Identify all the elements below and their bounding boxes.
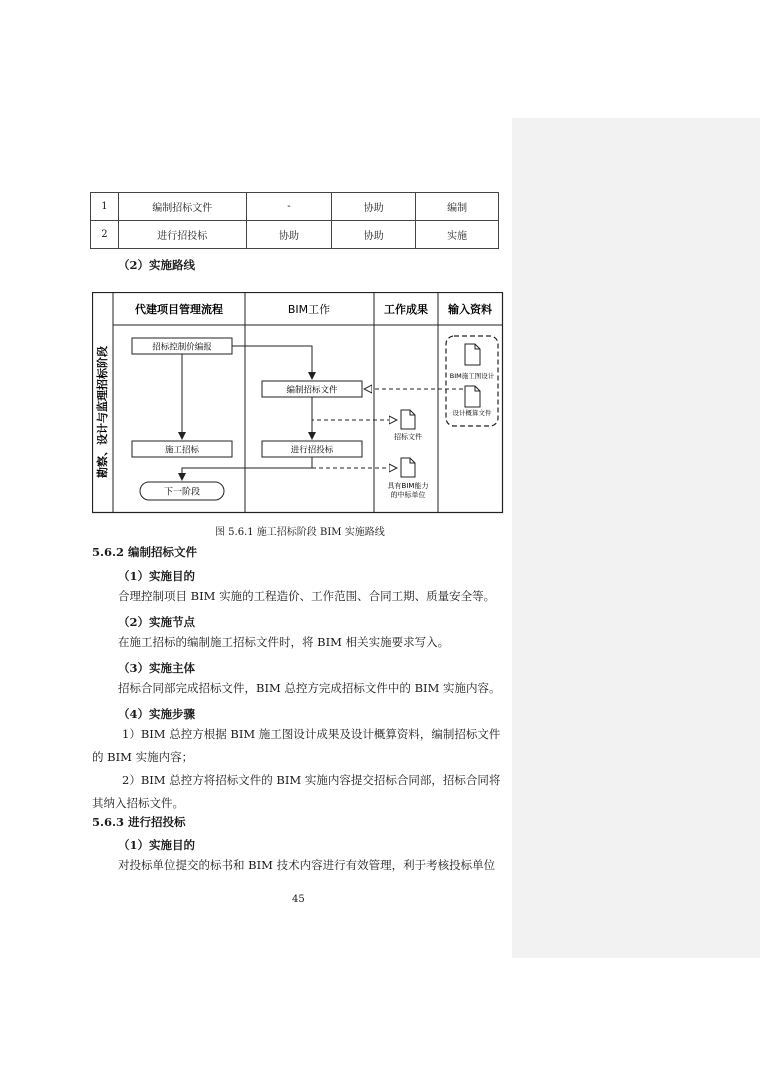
table-cell: 2 <box>91 221 119 249</box>
paragraph: 1）BIM 总控方根据 BIM 施工图设计成果及设计概算资料，编制招标文件 <box>122 727 501 741</box>
output-bid-file: 招标文件 <box>394 433 422 441</box>
paragraph: 在施工招标的编制施工招标文件时，将 BIM 相关实施要求写入。 <box>118 635 450 649</box>
route-heading: （2）实施路线 <box>118 258 196 272</box>
table-row <box>91 221 499 249</box>
section-title: 5.6.3 进行招投标 <box>92 815 186 829</box>
paragraph: 合理控制项目 BIM 实施的工程造价、工作范围、合同工期、质量安全等。 <box>118 589 496 603</box>
table-cell: 进行招投标 <box>118 221 246 249</box>
table-cell: 实施 <box>416 221 499 249</box>
lane-header: 工作成果 <box>384 303 428 316</box>
box-construction-bid-label: 施工招标 <box>164 445 200 456</box>
table-cell: 协助 <box>332 221 416 249</box>
paragraph: 招标合同部完成招标文件，BIM 总控方完成招标文件中的 BIM 实施内容。 <box>118 681 501 695</box>
paragraph: 2）BIM 总控方将招标文件的 BIM 实施内容提交招标合同部，招标合同将 <box>122 773 501 787</box>
responsibility-table <box>90 192 499 249</box>
output-winner-line1: 具有BIM能力 <box>387 482 429 490</box>
document-icon <box>465 344 480 365</box>
subheading: （2）实施节点 <box>118 615 196 629</box>
table-cell: 1 <box>91 193 119 221</box>
box-next-stage-label: 下一阶段 <box>163 487 201 498</box>
table-cell: 编制 <box>416 193 499 221</box>
side-label: 勘察、设计与监理招标阶段 <box>96 346 109 478</box>
paragraph: 对投标单位提交的标书和 BIM 技术内容进行有效管理，利于考核投标单位 <box>118 858 496 872</box>
lane-header: 代建项目管理流程 <box>135 303 223 316</box>
lane-header: 输入资料 <box>448 303 492 316</box>
paragraph: 其纳入招标文件。 <box>92 796 184 810</box>
input-estimate: 设计概算文件 <box>452 409 492 417</box>
table-cell: 协助 <box>246 221 332 249</box>
output-winner-line2: 的中标单位 <box>390 491 426 499</box>
table-cell: - <box>246 193 332 221</box>
lane-header: BIM工作 <box>287 303 331 316</box>
page-number: 45 <box>292 894 305 905</box>
paragraph: 的 BIM 实施内容； <box>92 750 194 764</box>
document-icon <box>401 410 415 429</box>
box-bid-control-label: 招标控制价编报 <box>152 342 212 353</box>
document-icon <box>401 458 415 477</box>
box-compile-docs-label: 编制招标文件 <box>286 385 338 396</box>
input-bim-design: BIM施工图设计 <box>449 372 495 380</box>
subheading: （1）实施目的 <box>118 838 196 852</box>
table-cell: 编制招标文件 <box>118 193 246 221</box>
subheading: （3）实施主体 <box>118 661 196 675</box>
comment-pane <box>512 118 760 958</box>
flow-diagram <box>92 292 504 514</box>
document-icon <box>465 386 480 407</box>
figure-caption: 图 5.6.1 施工招标阶段 BIM 实施路线 <box>215 527 385 538</box>
section-title: 5.6.2 编制招标文件 <box>92 545 198 559</box>
table-cell: 协助 <box>332 193 416 221</box>
box-conduct-bid-label: 进行招投标 <box>290 445 334 456</box>
subheading: （1）实施目的 <box>118 569 196 583</box>
subheading: （4）实施步骤 <box>118 707 196 721</box>
table-row <box>91 193 499 221</box>
